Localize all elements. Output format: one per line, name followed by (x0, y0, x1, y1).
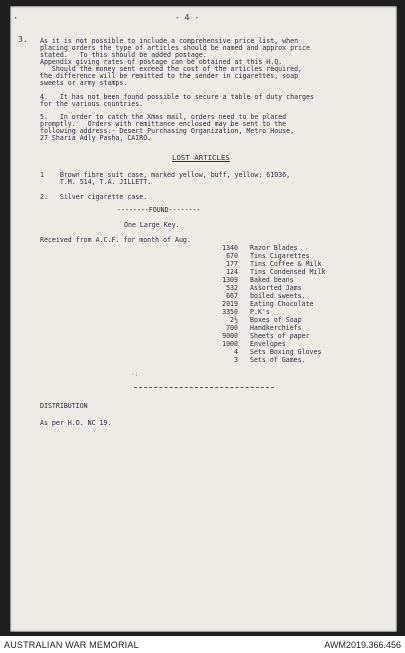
paragraph-4-line: 4. It has not been found possible to secure a table of duty charges (40, 93, 314, 101)
item-description: Eating Chocolate (250, 300, 314, 308)
archive-footer (0, 636, 405, 653)
item-description: Sets Boxing Gloves (250, 348, 322, 356)
lost-articles-heading: LOST ARTICLES (172, 153, 230, 162)
item-quantity: 1340 (222, 244, 238, 252)
item-description: Baked beans (250, 276, 294, 284)
paragraph-3-line: the difference will be remitted to the sender in cigarettes, soap (40, 72, 299, 80)
item-description: Tins Condensed Milk (250, 268, 326, 276)
found-item: One Large Key. (124, 221, 180, 229)
item-description: Sets of Games. (250, 356, 306, 364)
paragraph-3-line: As it is not possible to include a comprehensive price list, when (40, 37, 299, 45)
item-description: Envelopes (250, 340, 286, 348)
item-quantity: 1000 (222, 340, 238, 348)
item-quantity: 1309 (222, 276, 238, 284)
item-description: Boxes of Soap (250, 316, 302, 324)
distribution-heading: DISTRIBUTION (40, 402, 88, 410)
paragraph-4-line: for the various countries. (40, 100, 144, 108)
paragraph-3-line: placing orders the type of articles should be named and approx price (40, 44, 310, 52)
item-quantity: 9000 (222, 332, 238, 340)
item-quantity: 3 (234, 356, 238, 364)
paragraph-3-line: Appendix giving rates of postage can be obtained at this H.Q. (40, 58, 283, 66)
paragraph-5-line: promptly. Orders with remittance enclosed may be sent to the (40, 120, 287, 128)
item-quantity: 3350 (222, 308, 238, 316)
item-description: Tins Coffee & Milk (250, 260, 322, 268)
footer-reference: AWM2019.366.456 (324, 640, 401, 650)
paragraph-3-line: sweets or army stamps. (40, 79, 128, 87)
item-description: Tins Cigarettes (250, 252, 310, 260)
paragraph-5-line: 5. In order to catch the Xmas mail, orders need to be placed (40, 113, 287, 121)
punch-hole-mark: · (13, 14, 19, 24)
paragraph-5-line: 27 Sharia Adly Pasha, CAIRO. (40, 134, 152, 142)
item-description: boiled sweets. (250, 292, 306, 300)
lost-article-2: 2. Silver cigarette case. (40, 193, 148, 201)
item-quantity: 177 (226, 260, 238, 268)
page-number: - 4 - (175, 13, 200, 22)
item-quantity: 4 (234, 348, 238, 356)
paragraph-3-line: Should the money sent exceed the cost of the articles required, (40, 65, 303, 73)
found-heading: --------FOUND-------- (117, 206, 201, 214)
paragraph-5-line: following address:- Desert Purchasing Organization, Metro House, (40, 127, 295, 135)
item-quantity: 2½ (230, 316, 238, 324)
item-quantity: 670 (226, 252, 238, 260)
item-quantity: 2019 (222, 300, 238, 308)
item-description: Sheets of paper (250, 332, 310, 340)
lost-article-1-line: 1 Brown fibre suit case, marked yellow, buff, yellow; 61036, (40, 171, 291, 179)
paragraph-3-number: 3. (18, 35, 28, 44)
item-description: Razor Blades (250, 244, 298, 252)
item-quantity: 532 (226, 284, 238, 292)
section-divider (134, 387, 274, 388)
lost-article-1-line: T.M. 514, T.A. JILLETT. (40, 178, 152, 186)
item-description: P.K's (250, 308, 270, 316)
distribution-text: As per H.O. NC 19. (40, 419, 112, 427)
item-quantity: 124 (226, 268, 238, 276)
item-description: Handkerchiefs (250, 324, 302, 332)
paragraph-3-line: stated. To this should be added postage. (40, 51, 207, 59)
item-quantity: 700 (226, 324, 238, 332)
item-quantity: 667 (226, 292, 238, 300)
item-description: Assorted Jams (250, 284, 302, 292)
footer-institution: AUSTRALIAN WAR MEMORIAL (4, 640, 139, 650)
stray-mark: ·: (131, 371, 139, 378)
received-line: Received from A.C.F. for month of Aug. (40, 236, 191, 244)
